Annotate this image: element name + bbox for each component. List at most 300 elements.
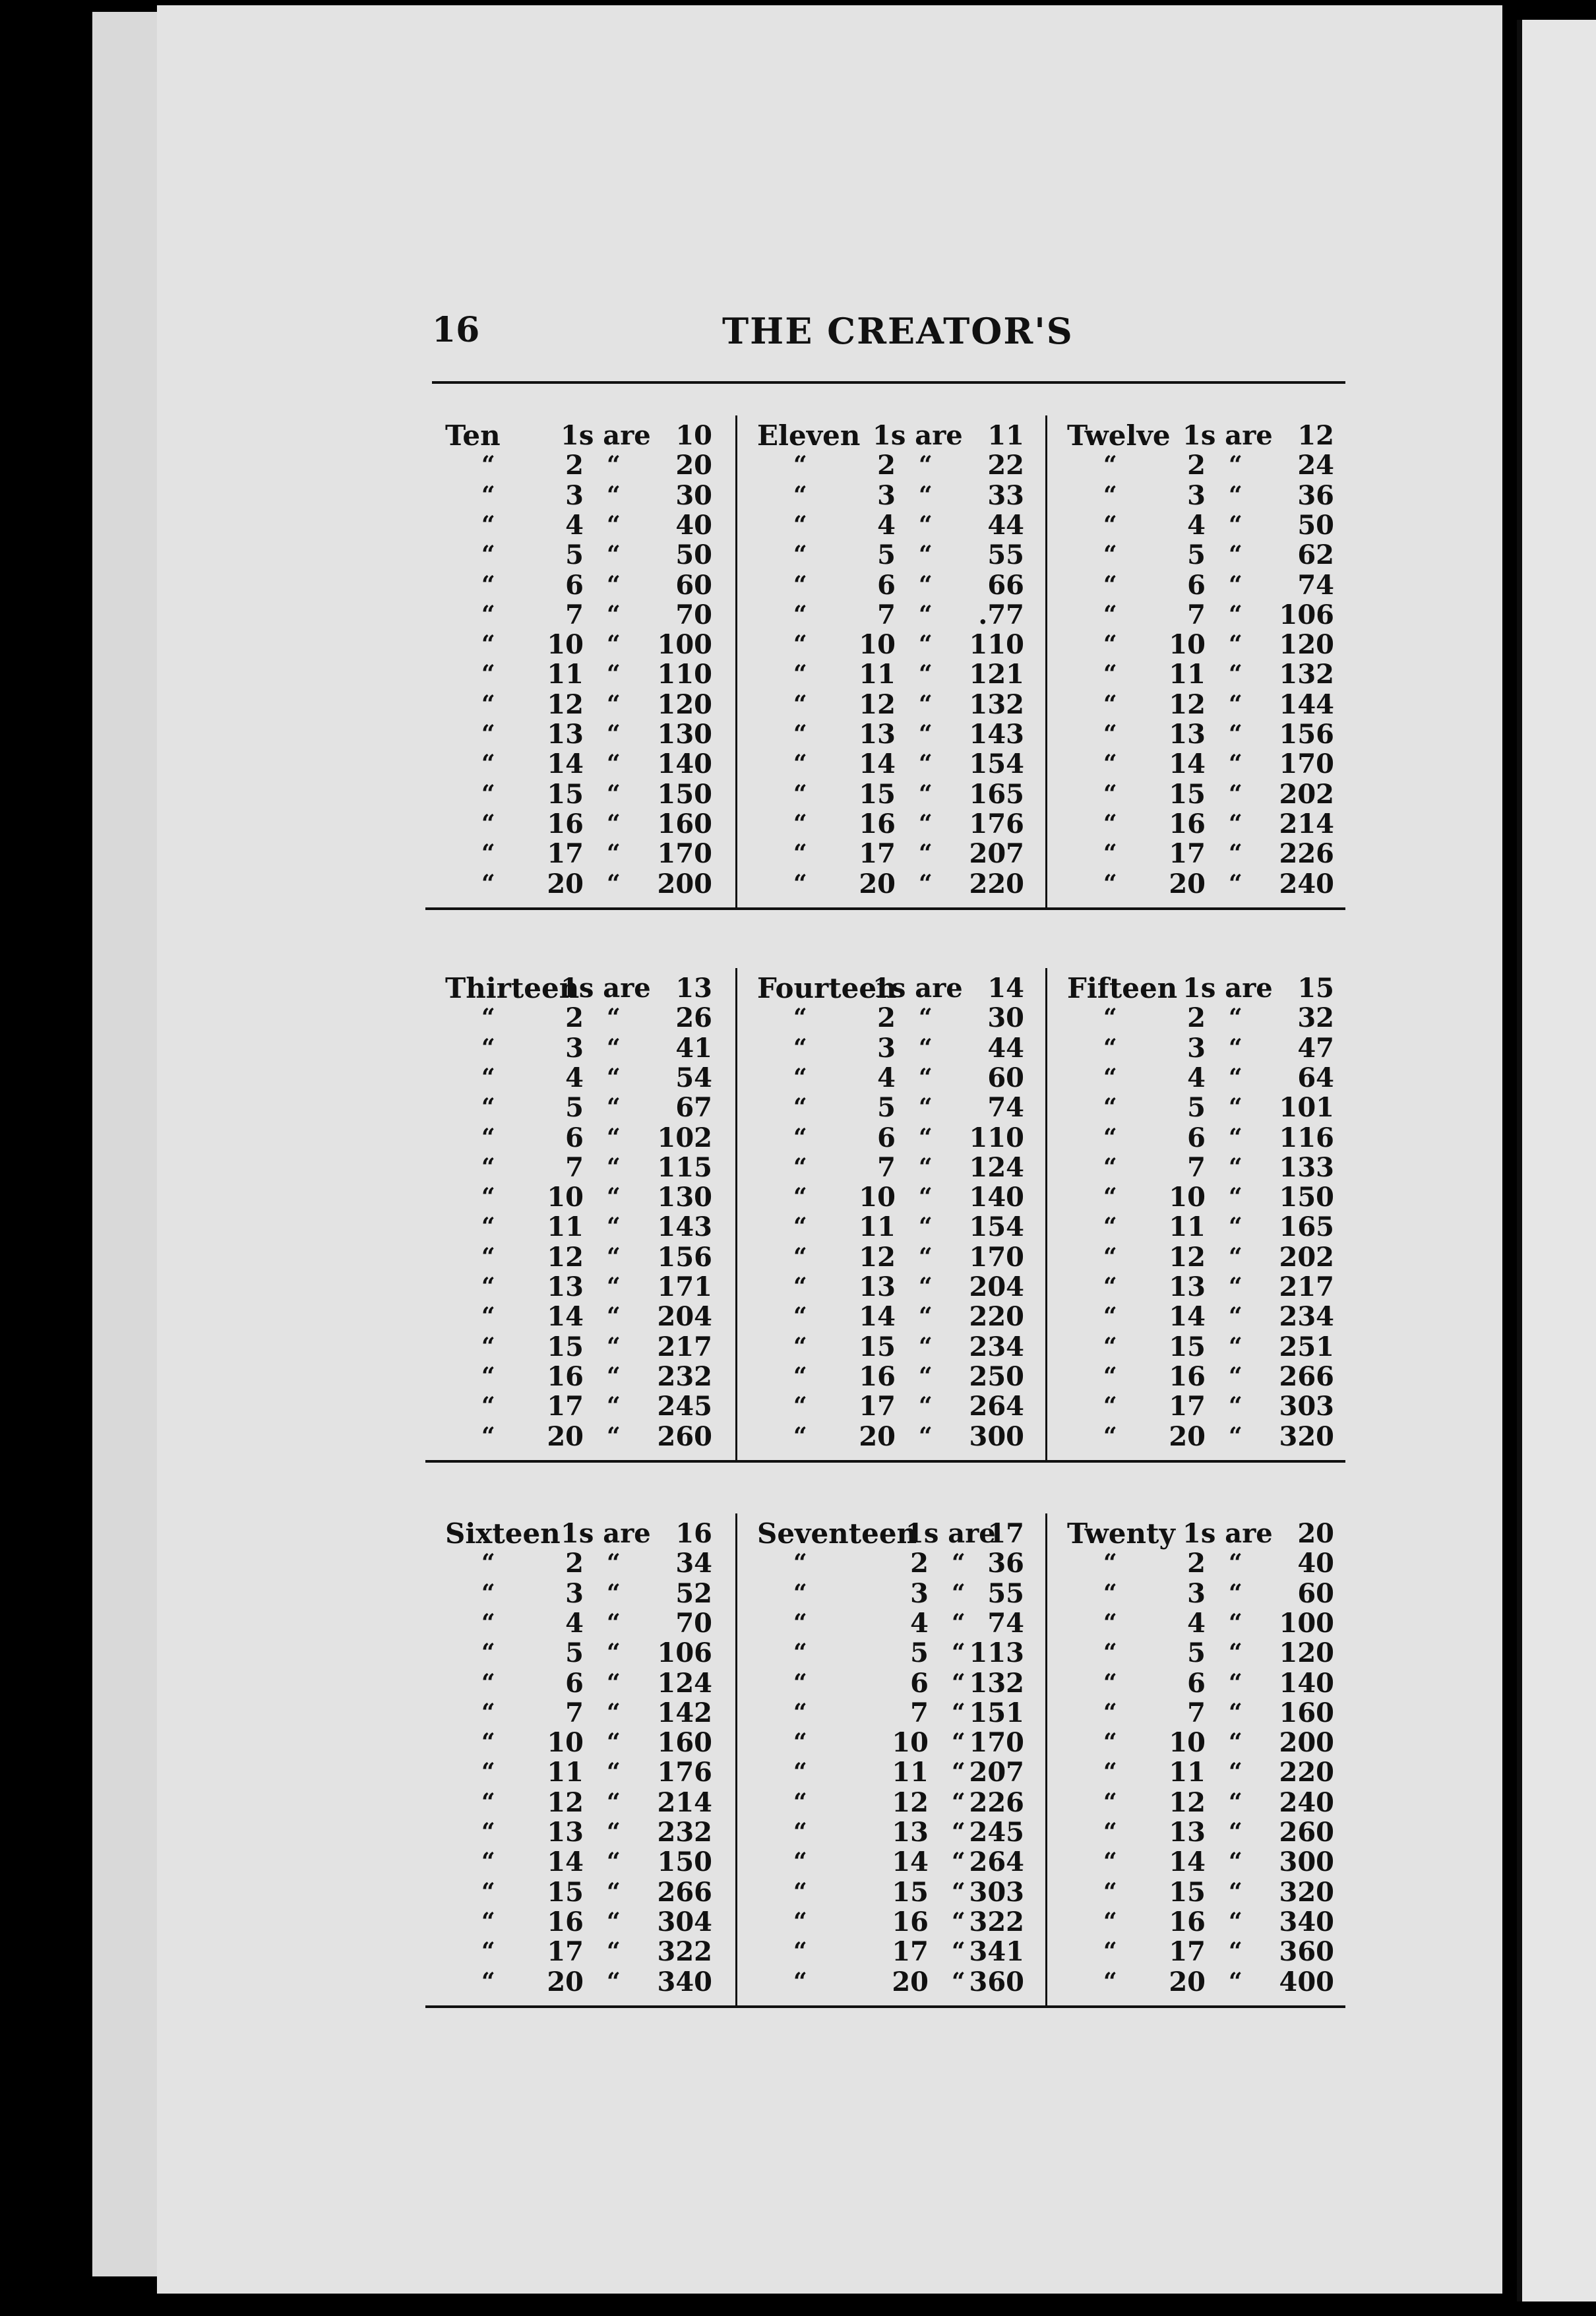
ditto-mark: “ [607, 1608, 621, 1637]
table-row [425, 1242, 725, 1272]
ditto-mark: “ [793, 1608, 807, 1637]
table-row [1047, 1182, 1347, 1212]
ditto-mark: “ [952, 1758, 966, 1786]
multiplier-value: 11 [1169, 1211, 1206, 1243]
ditto-mark: “ [1229, 570, 1243, 599]
ditto-mark: “ [1229, 779, 1243, 808]
multiplier-value: 5 [1187, 1092, 1206, 1124]
ditto-mark: “ [481, 1549, 495, 1577]
table-row [425, 1967, 725, 1997]
ditto-mark: “ [481, 1123, 495, 1151]
table-heading-is-are: 1s are [905, 1518, 996, 1549]
ditto-mark: “ [607, 1422, 621, 1450]
product-value: 130 [657, 719, 712, 750]
multiplier-value: 5 [1187, 539, 1206, 571]
multiplier-value: 4 [565, 1062, 584, 1093]
product-value: 142 [657, 1697, 712, 1728]
table-row [737, 749, 1037, 779]
multiplier-value: 10 [547, 1727, 584, 1759]
ditto-mark: “ [1229, 1093, 1243, 1122]
multiplier-value: 4 [877, 1062, 896, 1093]
ditto-mark: “ [1229, 750, 1243, 778]
multiplier-value: 14 [1169, 1846, 1206, 1878]
product-value: 260 [1279, 1817, 1334, 1848]
product-value: 62 [1297, 539, 1334, 571]
table-row [1047, 1937, 1347, 1966]
ditto-mark: “ [793, 1302, 807, 1331]
product-value: 341 [969, 1936, 1024, 1968]
product-value: 64 [1297, 1062, 1334, 1093]
ditto-mark: “ [1229, 1362, 1243, 1390]
table-row [737, 1728, 1037, 1757]
ditto-mark: “ [607, 660, 621, 688]
product-value: 124 [657, 1667, 712, 1699]
section-rule [425, 907, 1345, 910]
ditto-mark: “ [607, 1728, 621, 1757]
ditto-mark: “ [607, 1818, 621, 1846]
product-value: 264 [969, 1846, 1024, 1878]
table-row [737, 1579, 1037, 1608]
table-row [1047, 421, 1347, 450]
ditto-mark: “ [607, 750, 621, 778]
ditto-mark: “ [919, 720, 933, 748]
ditto-mark: “ [607, 1213, 621, 1241]
product-value: 26 [675, 1002, 712, 1034]
ditto-mark: “ [1103, 750, 1117, 778]
table-row [1047, 659, 1347, 689]
product-value: 124 [969, 1151, 1024, 1183]
ditto-mark: “ [1103, 1004, 1117, 1032]
ditto-mark: “ [607, 1392, 621, 1420]
product-value: 232 [657, 1360, 712, 1392]
multiplier-value: 20 [547, 1966, 584, 1997]
product-value: 240 [1279, 1786, 1334, 1818]
multiplier-value: 11 [892, 1757, 929, 1788]
ditto-mark: “ [793, 1004, 807, 1032]
product-value: 20 [1297, 1518, 1334, 1549]
ditto-mark: “ [1103, 1579, 1117, 1607]
multiplier-value: 14 [859, 748, 896, 780]
multiplier-value: 6 [1187, 569, 1206, 601]
product-value: 55 [987, 539, 1024, 571]
ditto-mark: “ [1103, 809, 1117, 838]
product-value: 202 [1279, 1241, 1334, 1273]
ditto-mark: “ [607, 1183, 621, 1211]
ditto-mark: “ [481, 1362, 495, 1390]
multiplication-table [425, 415, 725, 910]
multiplier-value: 16 [859, 808, 896, 839]
table-row [425, 973, 725, 1003]
ditto-mark: “ [1229, 720, 1243, 748]
ditto-mark: “ [793, 1668, 807, 1697]
ditto-mark: “ [793, 1848, 807, 1876]
product-value: 204 [657, 1301, 712, 1333]
multiplier-value: 16 [892, 1906, 929, 1937]
product-value: 171 [657, 1271, 712, 1302]
product-value: 132 [969, 688, 1024, 720]
product-value: 140 [1279, 1667, 1334, 1699]
multiplication-table [735, 415, 1037, 910]
ditto-mark: “ [481, 750, 495, 778]
multiplier-value: 17 [892, 1936, 929, 1968]
ditto-mark: “ [919, 1183, 933, 1211]
ditto-mark: “ [481, 1213, 495, 1241]
multiplier-value: 3 [565, 1032, 584, 1064]
multiplier-value: 2 [1187, 1548, 1206, 1579]
multiplier-value: 3 [910, 1577, 929, 1609]
product-value: 130 [657, 1182, 712, 1213]
product-value: 41 [675, 1032, 712, 1064]
table-row [425, 540, 725, 570]
table-row [737, 809, 1037, 839]
ditto-mark: “ [952, 1907, 966, 1935]
ditto-mark: “ [1103, 1273, 1117, 1300]
product-value: 165 [969, 778, 1024, 810]
ditto-mark: “ [607, 1758, 621, 1786]
ditto-mark: “ [481, 1728, 495, 1757]
product-value: 400 [1279, 1966, 1334, 1997]
ditto-mark: “ [481, 1332, 495, 1360]
ditto-mark: “ [1229, 600, 1243, 628]
product-value: 144 [1279, 688, 1334, 720]
running-title: THE CREATOR'S [722, 310, 1074, 352]
ditto-mark: “ [793, 510, 807, 539]
ditto-mark: “ [1229, 1848, 1243, 1876]
multiplier-value: 20 [1169, 868, 1206, 899]
table-row [737, 1788, 1037, 1817]
ditto-mark: “ [607, 630, 621, 659]
table-row [1047, 869, 1347, 899]
multiplier-value: 4 [1187, 1062, 1206, 1093]
ditto-mark: “ [481, 1422, 495, 1450]
product-value: 300 [1279, 1846, 1334, 1878]
multiplier-value: 5 [565, 1092, 584, 1124]
product-value: .77 [978, 599, 1024, 630]
ditto-mark: “ [1229, 1728, 1243, 1757]
table-row [425, 1153, 725, 1182]
ditto-mark: “ [1229, 1422, 1243, 1450]
multiplier-value: 10 [859, 629, 896, 661]
ditto-mark: “ [1229, 1579, 1243, 1607]
ditto-mark: “ [793, 1362, 807, 1390]
table-row [1047, 1548, 1347, 1578]
product-value: 52 [675, 1577, 712, 1609]
table-row [425, 1519, 725, 1548]
multiplier-value: 4 [877, 509, 896, 541]
ditto-mark: “ [607, 1033, 621, 1062]
multiplier-value: 12 [892, 1786, 929, 1818]
ditto-mark: “ [481, 779, 495, 808]
table-row [425, 1548, 725, 1578]
ditto-mark: “ [607, 1639, 621, 1667]
multiplier-value: 2 [877, 1002, 896, 1034]
multiplier-value: 6 [565, 1122, 584, 1153]
multiplier-value: 12 [547, 1786, 584, 1818]
table-row [425, 839, 725, 868]
product-value: 121 [969, 659, 1024, 690]
ditto-mark: “ [1229, 1668, 1243, 1697]
table-heading-word: Thirteen [445, 972, 580, 1004]
ditto-mark: “ [952, 1788, 966, 1816]
ditto-mark: “ [919, 1362, 933, 1390]
product-value: 55 [987, 1577, 1024, 1609]
ditto-mark: “ [607, 1579, 621, 1607]
table-heading-word: Fourteen [757, 972, 897, 1004]
ditto-mark: “ [1103, 1392, 1117, 1420]
multiplier-value: 6 [877, 569, 896, 601]
table-row [737, 690, 1037, 719]
multiplier-value: 15 [547, 778, 584, 810]
multiplier-value: 2 [565, 1548, 584, 1579]
ditto-mark: “ [1103, 1063, 1117, 1091]
table-row [425, 1003, 725, 1033]
table-row [1047, 1668, 1347, 1698]
table-row [737, 421, 1037, 450]
product-value: 115 [657, 1151, 712, 1183]
table-row [1047, 1817, 1347, 1847]
ditto-mark: “ [481, 1004, 495, 1032]
table-heading-is-are: 1s are [873, 420, 963, 451]
multiplier-value: 7 [1187, 1697, 1206, 1728]
ditto-mark: “ [919, 630, 933, 659]
multiplier-value: 3 [877, 1032, 896, 1064]
table-row [1047, 1212, 1347, 1242]
product-value: 150 [657, 1846, 712, 1878]
ditto-mark: “ [1103, 1907, 1117, 1935]
ditto-mark: “ [793, 839, 807, 868]
ditto-mark: “ [607, 1153, 621, 1181]
table-row [425, 1093, 725, 1122]
ditto-mark: “ [1229, 1242, 1243, 1271]
ditto-mark: “ [481, 481, 495, 509]
table-row [1047, 809, 1347, 839]
ditto-mark: “ [481, 600, 495, 628]
product-value: 132 [969, 1667, 1024, 1699]
product-value: 266 [657, 1876, 712, 1908]
ditto-mark: “ [793, 869, 807, 898]
multiplier-value: 15 [892, 1876, 929, 1908]
product-value: 234 [969, 1331, 1024, 1362]
table-row [425, 1788, 725, 1817]
ditto-mark: “ [793, 1123, 807, 1151]
table-row [1047, 719, 1347, 749]
ditto-mark: “ [481, 1273, 495, 1300]
product-value: 120 [657, 688, 712, 720]
product-value: 140 [657, 748, 712, 780]
product-value: 70 [675, 599, 712, 630]
product-value: 360 [969, 1966, 1024, 1997]
table-row [1047, 1302, 1347, 1331]
product-value: 320 [1279, 1420, 1334, 1452]
ditto-mark: “ [1229, 1123, 1243, 1151]
multiplier-value: 16 [1169, 1906, 1206, 1937]
product-value: 300 [969, 1420, 1024, 1452]
multiplier-value: 10 [1169, 1182, 1206, 1213]
ditto-mark: “ [607, 1362, 621, 1390]
table-row [1047, 1907, 1347, 1937]
product-value: 214 [1279, 808, 1334, 839]
table-row [425, 1422, 725, 1451]
product-value: 250 [969, 1360, 1024, 1392]
multiplier-value: 10 [547, 629, 584, 661]
table-row [425, 630, 725, 659]
ditto-mark: “ [1103, 1788, 1117, 1816]
ditto-mark: “ [793, 1639, 807, 1667]
ditto-mark: “ [1229, 660, 1243, 688]
ditto-mark: “ [952, 1848, 966, 1876]
table-row [1047, 973, 1347, 1003]
multiplier-value: 3 [1187, 1032, 1206, 1064]
product-value: 22 [987, 450, 1024, 481]
product-value: 14 [987, 973, 1024, 1004]
product-value: 17 [987, 1518, 1024, 1549]
ditto-mark: “ [793, 451, 807, 479]
multiplication-table [1045, 968, 1347, 1463]
ditto-mark: “ [793, 481, 807, 509]
product-value: 260 [657, 1420, 712, 1452]
product-value: 67 [675, 1092, 712, 1124]
ditto-mark: “ [1229, 541, 1243, 569]
ditto-mark: “ [1103, 1639, 1117, 1667]
product-value: 170 [1279, 748, 1334, 780]
multiplier-value: 11 [859, 1211, 896, 1243]
product-value: 36 [987, 1548, 1024, 1579]
ditto-mark: “ [793, 1033, 807, 1062]
ditto-mark: “ [952, 1608, 966, 1637]
product-value: 245 [969, 1817, 1024, 1848]
multiplier-value: 4 [1187, 509, 1206, 541]
multiplier-value: 20 [859, 1420, 896, 1452]
multiplier-value: 13 [547, 719, 584, 750]
product-value: 322 [969, 1906, 1024, 1937]
ditto-mark: “ [1229, 1153, 1243, 1181]
ditto-mark: “ [919, 570, 933, 599]
ditto-mark: “ [1103, 1153, 1117, 1181]
ditto-mark: “ [607, 1242, 621, 1271]
multiplier-value: 17 [547, 1391, 584, 1422]
product-value: 120 [1279, 629, 1334, 661]
ditto-mark: “ [793, 541, 807, 569]
ditto-mark: “ [481, 1788, 495, 1816]
table-row [1047, 1093, 1347, 1122]
multiplication-table [735, 968, 1037, 1463]
ditto-mark: “ [607, 1907, 621, 1935]
multiplier-value: 17 [859, 1391, 896, 1422]
table-row [737, 540, 1037, 570]
ditto-mark: “ [481, 1907, 495, 1935]
multiplier-value: 4 [565, 1607, 584, 1639]
ditto-mark: “ [481, 690, 495, 718]
multiplier-value: 20 [547, 1420, 584, 1452]
table-row [425, 1182, 725, 1212]
product-value: 303 [969, 1876, 1024, 1908]
table-row [1047, 1788, 1347, 1817]
ditto-mark: “ [481, 541, 495, 569]
table-row [425, 1907, 725, 1937]
table-row [737, 973, 1037, 1003]
multiplier-value: 16 [547, 808, 584, 839]
product-value: 74 [1297, 569, 1334, 601]
ditto-mark: “ [1229, 1818, 1243, 1846]
table-row [1047, 779, 1347, 809]
product-value: 24 [1297, 450, 1334, 481]
product-value: 113 [969, 1637, 1024, 1669]
ditto-mark: “ [919, 541, 933, 569]
product-value: 340 [657, 1966, 712, 1997]
ditto-mark: “ [607, 839, 621, 868]
product-value: 264 [969, 1391, 1024, 1422]
table-row [737, 1757, 1037, 1787]
table-row [737, 1907, 1037, 1937]
product-value: 154 [969, 748, 1024, 780]
table-row [1047, 749, 1347, 779]
table-row [425, 1668, 725, 1698]
multiplier-value: 7 [910, 1697, 929, 1728]
ditto-mark: “ [1103, 541, 1117, 569]
multiplier-value: 10 [1169, 1727, 1206, 1759]
table-row [737, 869, 1037, 899]
table-row [425, 1877, 725, 1907]
table-heading-word: Seventeen [757, 1517, 917, 1550]
table-row [425, 1272, 725, 1302]
product-value: 30 [987, 1002, 1024, 1034]
ditto-mark: “ [1103, 1758, 1117, 1786]
product-value: 204 [969, 1271, 1024, 1302]
table-row [1047, 1362, 1347, 1391]
multiplier-value: 14 [1169, 748, 1206, 780]
multiplier-value: 15 [547, 1331, 584, 1362]
multiplier-value: 11 [547, 659, 584, 690]
table-row [1047, 1847, 1347, 1877]
product-value: 132 [1279, 659, 1334, 690]
product-value: 40 [675, 509, 712, 541]
multiplier-value: 17 [1169, 1391, 1206, 1422]
product-value: 266 [1279, 1360, 1334, 1392]
ditto-mark: “ [1103, 1362, 1117, 1390]
multiplier-value: 14 [547, 1301, 584, 1333]
ditto-mark: “ [793, 570, 807, 599]
product-value: 140 [969, 1182, 1024, 1213]
ditto-mark: “ [919, 1123, 933, 1151]
section-rule [425, 1460, 1345, 1463]
multiplier-value: 11 [547, 1757, 584, 1788]
table-row [737, 1519, 1037, 1548]
table-row [425, 1123, 725, 1153]
multiplier-value: 5 [565, 1637, 584, 1669]
ditto-mark: “ [481, 869, 495, 898]
product-value: 110 [969, 1122, 1024, 1153]
ditto-mark: “ [607, 1273, 621, 1300]
ditto-mark: “ [1103, 481, 1117, 509]
product-value: 160 [657, 808, 712, 839]
ditto-mark: “ [952, 1967, 966, 1996]
product-value: 234 [1279, 1301, 1334, 1333]
ditto-mark: “ [481, 451, 495, 479]
table-row [737, 1242, 1037, 1272]
product-value: 207 [969, 838, 1024, 870]
ditto-mark: “ [481, 660, 495, 688]
multiplier-value: 12 [1169, 1786, 1206, 1818]
multiplier-value: 11 [547, 1211, 584, 1243]
ditto-mark: “ [607, 720, 621, 748]
ditto-mark: “ [607, 600, 621, 628]
ditto-mark: “ [793, 660, 807, 688]
table-heading-is-are: 1s are [561, 420, 651, 451]
table-row [1047, 1033, 1347, 1063]
multiplier-value: 16 [1169, 1360, 1206, 1392]
ditto-mark: “ [481, 630, 495, 659]
ditto-mark: “ [481, 1608, 495, 1637]
